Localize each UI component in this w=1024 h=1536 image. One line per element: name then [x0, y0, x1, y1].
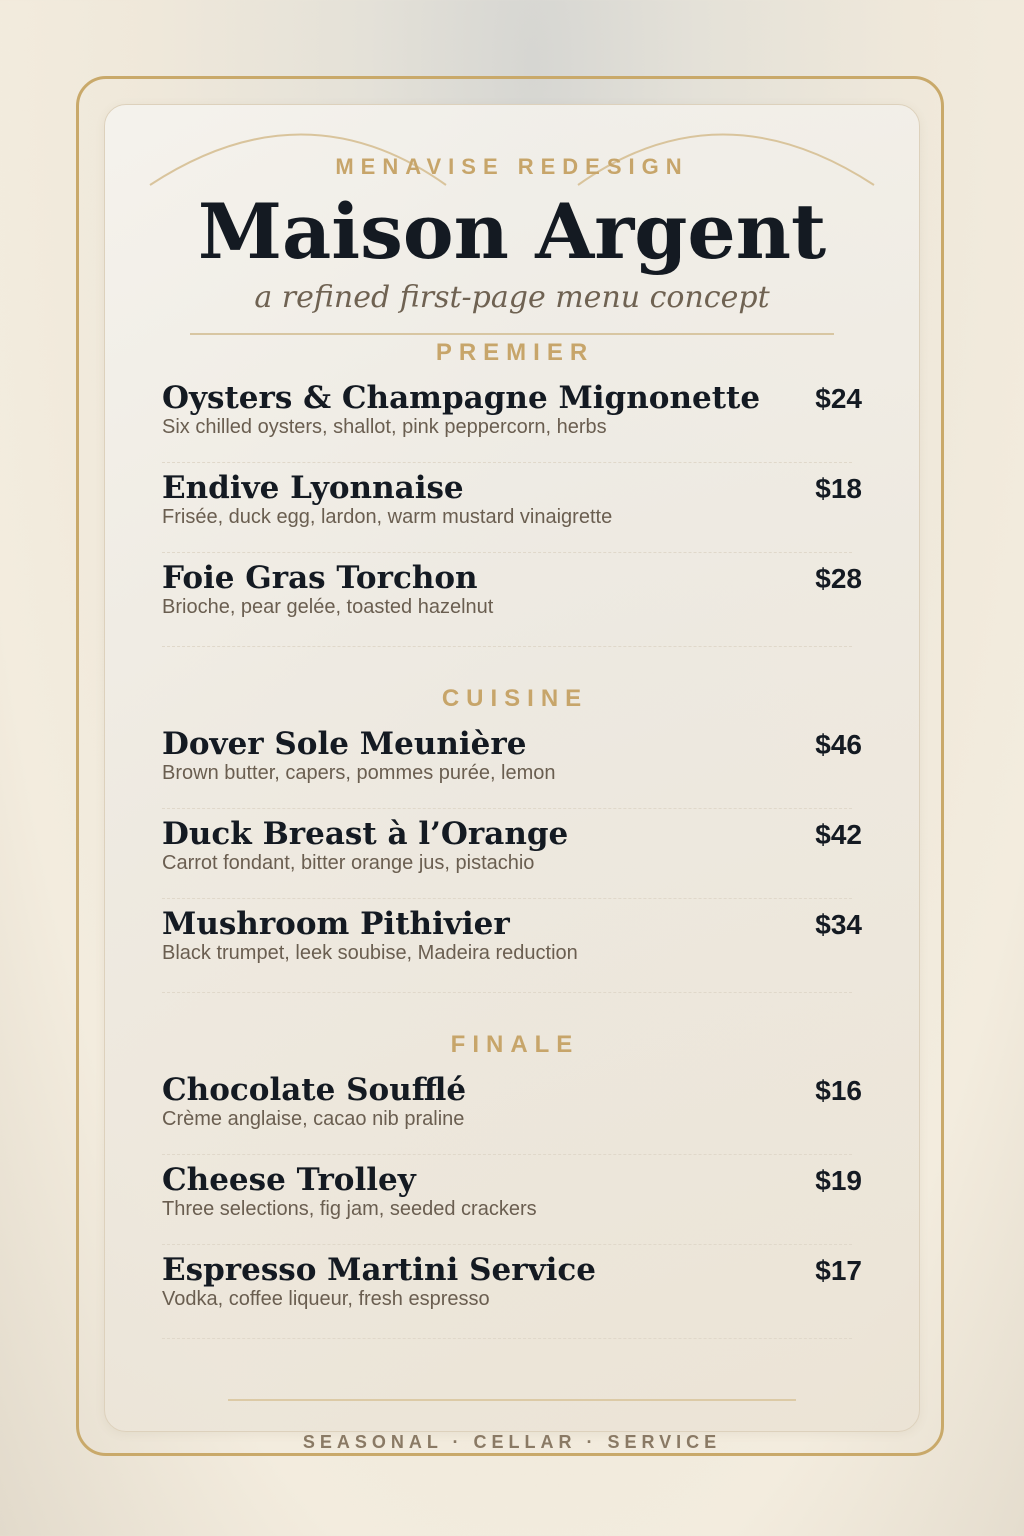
menu-item [162, 558, 862, 648]
menu-item [162, 468, 862, 558]
item-description: Crème anglaise, cacao nib praline [162, 1108, 465, 1130]
item-name: Cheese Trolley [162, 1162, 416, 1198]
item-name: Espresso Martini Service [162, 1252, 596, 1288]
item-description: Six chilled oysters, shallot, pink peppercorn, herbs [162, 416, 607, 438]
item-name: Chocolate Soufflé [162, 1072, 467, 1108]
item-divider [162, 898, 852, 899]
menu-item [162, 1250, 862, 1340]
menu-item [162, 378, 862, 468]
section-title-premier: PREMIER [435, 339, 595, 366]
item-name: Endive Lyonnaise [162, 470, 464, 506]
item-name: Foie Gras Torchon [162, 560, 478, 596]
item-divider [162, 462, 852, 463]
section-title-finale: FINALE [450, 1031, 580, 1058]
eyebrow-label: MENAVISE REDESIGN [335, 154, 689, 179]
menu-item [162, 814, 862, 904]
item-price: $19 [815, 1165, 862, 1196]
item-divider [162, 552, 852, 553]
item-name: Oysters & Champagne Mignonette [162, 380, 761, 416]
item-price: $42 [815, 819, 862, 850]
item-description: Carrot fondant, bitter orange jus, pistachio [162, 852, 535, 874]
title-divider [190, 333, 834, 335]
item-price: $18 [815, 473, 862, 504]
item-price: $16 [815, 1075, 862, 1106]
item-price: $17 [815, 1255, 862, 1286]
footer-divider [228, 1399, 796, 1401]
item-name: Dover Sole Meunière [162, 726, 527, 762]
menu-item [162, 904, 862, 994]
menu-item [162, 1070, 862, 1160]
item-divider [162, 992, 852, 993]
item-description: Three selections, fig jam, seeded crackers [162, 1198, 537, 1220]
menu-subtitle: a refined first-page menu concept [254, 280, 770, 315]
item-price: $24 [815, 383, 862, 414]
item-divider [162, 646, 852, 647]
item-description: Brown butter, capers, pommes purée, lemon [162, 762, 556, 784]
item-divider [162, 1154, 852, 1155]
item-divider [162, 1338, 852, 1339]
item-price: $46 [815, 729, 862, 760]
item-name: Duck Breast à l’Orange [162, 816, 569, 852]
footer-tagline: SEASONAL · CELLAR · SERVICE [302, 1432, 722, 1452]
item-price: $28 [815, 563, 862, 594]
item-name: Mushroom Pithivier [162, 906, 510, 942]
section-title-cuisine: CUISINE [441, 685, 589, 712]
item-description: Brioche, pear gelée, toasted hazelnut [162, 596, 494, 618]
menu-item [162, 724, 862, 814]
menu-item [162, 1160, 862, 1250]
item-divider [162, 808, 852, 809]
item-description: Frisée, duck egg, lardon, warm mustard vinaigrette [162, 506, 613, 528]
item-price: $34 [815, 909, 862, 940]
item-divider [162, 1244, 852, 1245]
item-description: Black trumpet, leek soubise, Madeira reduction [162, 942, 578, 964]
restaurant-title: Maison Argent [197, 187, 827, 276]
item-description: Vodka, coffee liqueur, fresh espresso [162, 1288, 490, 1310]
